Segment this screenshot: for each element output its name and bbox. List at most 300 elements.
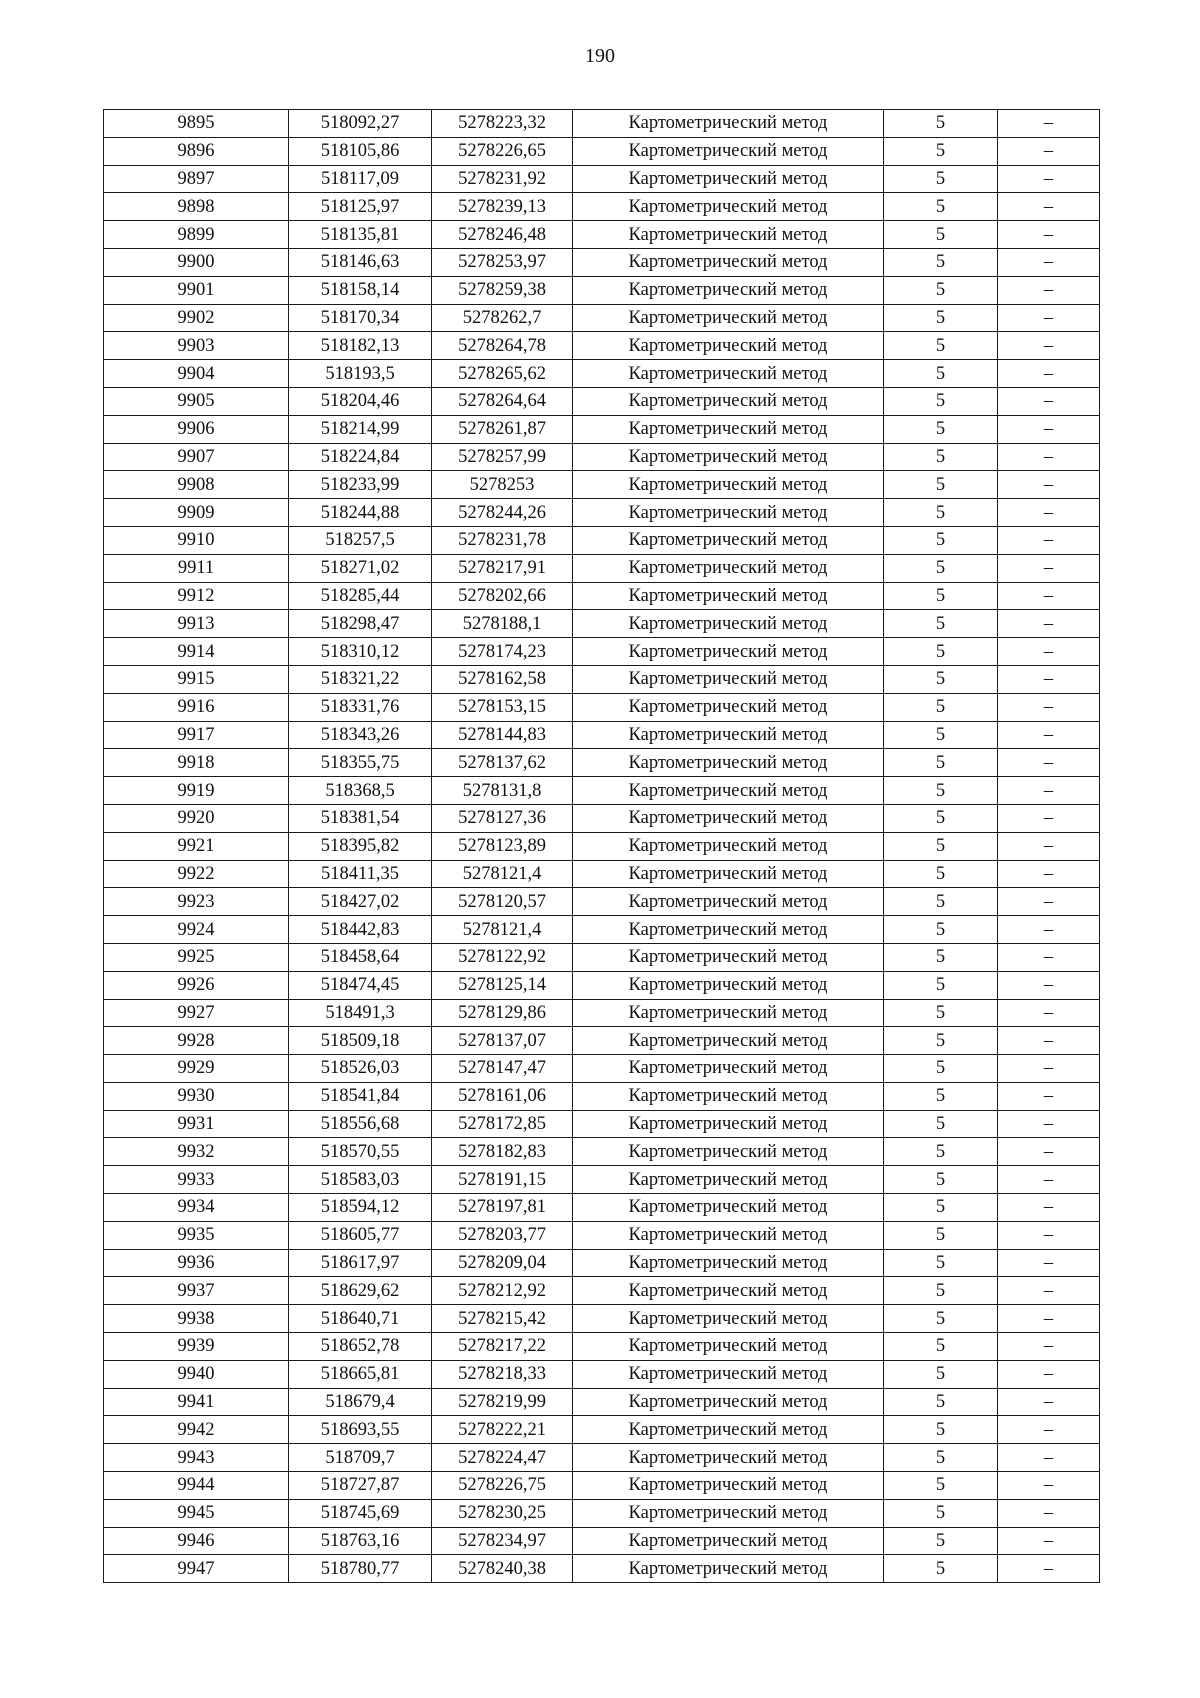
description-cell: – [998,304,1100,332]
y-coordinate-cell: 5278203,77 [432,1221,573,1249]
table-row [104,221,1100,249]
method-cell: Картометрический метод [573,1499,884,1527]
x-coordinate-cell: 518182,13 [289,332,432,360]
accuracy-cell: 5 [884,1138,998,1166]
y-coordinate-cell: 5278231,78 [432,526,573,554]
table-row [104,1305,1100,1333]
y-coordinate-cell: 5278197,81 [432,1194,573,1222]
description-cell: – [998,165,1100,193]
description-cell: – [998,387,1100,415]
x-coordinate-cell: 518355,75 [289,749,432,777]
y-coordinate-cell: 5278253 [432,471,573,499]
point-number-cell: 9938 [104,1305,289,1333]
method-cell: Картометрический метод [573,1333,884,1361]
x-coordinate-cell: 518679,4 [289,1388,432,1416]
description-cell: – [998,1472,1100,1500]
table-row [104,832,1100,860]
table-row [104,1166,1100,1194]
x-coordinate-cell: 518321,22 [289,665,432,693]
point-number-cell: 9896 [104,137,289,165]
y-coordinate-cell: 5278257,99 [432,443,573,471]
point-number-cell: 9897 [104,165,289,193]
method-cell: Картометрический метод [573,1444,884,1472]
method-cell: Картометрический метод [573,1082,884,1110]
description-cell: – [998,1388,1100,1416]
accuracy-cell: 5 [884,582,998,610]
point-number-cell: 9931 [104,1110,289,1138]
x-coordinate-cell: 518271,02 [289,554,432,582]
y-coordinate-cell: 5278264,78 [432,332,573,360]
accuracy-cell: 5 [884,387,998,415]
method-cell: Картометрический метод [573,1360,884,1388]
x-coordinate-cell: 518257,5 [289,526,432,554]
method-cell: Картометрический метод [573,1555,884,1583]
description-cell: – [998,888,1100,916]
x-coordinate-cell: 518427,02 [289,888,432,916]
accuracy-cell: 5 [884,1166,998,1194]
coordinates-table-body [104,110,1100,1583]
table-row [104,1221,1100,1249]
description-cell: – [998,193,1100,221]
accuracy-cell: 5 [884,1388,998,1416]
y-coordinate-cell: 5278215,42 [432,1305,573,1333]
point-number-cell: 9902 [104,304,289,332]
accuracy-cell: 5 [884,971,998,999]
description-cell: – [998,1166,1100,1194]
description-cell: – [998,360,1100,388]
x-coordinate-cell: 518298,47 [289,610,432,638]
x-coordinate-cell: 518331,76 [289,693,432,721]
accuracy-cell: 5 [884,832,998,860]
table-row [104,1388,1100,1416]
y-coordinate-cell: 5278219,99 [432,1388,573,1416]
method-cell: Картометрический метод [573,1221,884,1249]
description-cell: – [998,916,1100,944]
method-cell: Картометрический метод [573,916,884,944]
method-cell: Картометрический метод [573,304,884,332]
point-number-cell: 9942 [104,1416,289,1444]
y-coordinate-cell: 5278264,64 [432,387,573,415]
method-cell: Картометрический метод [573,443,884,471]
point-number-cell: 9935 [104,1221,289,1249]
x-coordinate-cell: 518411,35 [289,860,432,888]
accuracy-cell: 5 [884,749,998,777]
accuracy-cell: 5 [884,1472,998,1500]
description-cell: – [998,971,1100,999]
y-coordinate-cell: 5278174,23 [432,638,573,666]
description-cell: – [998,1416,1100,1444]
description-cell: – [998,777,1100,805]
table-row [104,526,1100,554]
y-coordinate-cell: 5278239,13 [432,193,573,221]
y-coordinate-cell: 5278217,22 [432,1333,573,1361]
x-coordinate-cell: 518605,77 [289,1221,432,1249]
method-cell: Картометрический метод [573,471,884,499]
description-cell: – [998,554,1100,582]
y-coordinate-cell: 5278217,91 [432,554,573,582]
y-coordinate-cell: 5278125,14 [432,971,573,999]
x-coordinate-cell: 518665,81 [289,1360,432,1388]
accuracy-cell: 5 [884,665,998,693]
y-coordinate-cell: 5278244,26 [432,499,573,527]
method-cell: Картометрический метод [573,610,884,638]
y-coordinate-cell: 5278172,85 [432,1110,573,1138]
method-cell: Картометрический метод [573,888,884,916]
table-row [104,749,1100,777]
x-coordinate-cell: 518442,83 [289,916,432,944]
description-cell: – [998,1055,1100,1083]
table-row [104,582,1100,610]
method-cell: Картометрический метод [573,665,884,693]
point-number-cell: 9915 [104,665,289,693]
accuracy-cell: 5 [884,1221,998,1249]
description-cell: – [998,1277,1100,1305]
method-cell: Картометрический метод [573,1305,884,1333]
description-cell: – [998,1221,1100,1249]
description-cell: – [998,1138,1100,1166]
table-row [104,1360,1100,1388]
method-cell: Картометрический метод [573,193,884,221]
table-row [104,499,1100,527]
x-coordinate-cell: 518594,12 [289,1194,432,1222]
table-row [104,415,1100,443]
description-cell: – [998,1027,1100,1055]
y-coordinate-cell: 5278182,83 [432,1138,573,1166]
method-cell: Картометрический метод [573,248,884,276]
x-coordinate-cell: 518617,97 [289,1249,432,1277]
table-row [104,1333,1100,1361]
x-coordinate-cell: 518105,86 [289,137,432,165]
y-coordinate-cell: 5278259,38 [432,276,573,304]
accuracy-cell: 5 [884,638,998,666]
description-cell: – [998,1527,1100,1555]
description-cell: – [998,860,1100,888]
x-coordinate-cell: 518310,12 [289,638,432,666]
point-number-cell: 9912 [104,582,289,610]
point-number-cell: 9914 [104,638,289,666]
x-coordinate-cell: 518509,18 [289,1027,432,1055]
table-row [104,943,1100,971]
method-cell: Картометрический метод [573,860,884,888]
y-coordinate-cell: 5278226,75 [432,1472,573,1500]
table-row [104,276,1100,304]
method-cell: Картометрический метод [573,693,884,721]
point-number-cell: 9910 [104,526,289,554]
point-number-cell: 9933 [104,1166,289,1194]
x-coordinate-cell: 518244,88 [289,499,432,527]
y-coordinate-cell: 5278137,07 [432,1027,573,1055]
description-cell: – [998,1360,1100,1388]
accuracy-cell: 5 [884,1499,998,1527]
accuracy-cell: 5 [884,554,998,582]
table-row [104,248,1100,276]
x-coordinate-cell: 518556,68 [289,1110,432,1138]
x-coordinate-cell: 518343,26 [289,721,432,749]
table-row [104,471,1100,499]
description-cell: – [998,1444,1100,1472]
table-row [104,360,1100,388]
y-coordinate-cell: 5278262,7 [432,304,573,332]
point-number-cell: 9925 [104,943,289,971]
x-coordinate-cell: 518204,46 [289,387,432,415]
table-row [104,1138,1100,1166]
x-coordinate-cell: 518381,54 [289,804,432,832]
y-coordinate-cell: 5278153,15 [432,693,573,721]
accuracy-cell: 5 [884,610,998,638]
table-row [104,110,1100,138]
accuracy-cell: 5 [884,1110,998,1138]
method-cell: Картометрический метод [573,110,884,138]
table-row [104,137,1100,165]
x-coordinate-cell: 518193,5 [289,360,432,388]
point-number-cell: 9900 [104,248,289,276]
method-cell: Картометрический метод [573,360,884,388]
y-coordinate-cell: 5278120,57 [432,888,573,916]
accuracy-cell: 5 [884,1055,998,1083]
x-coordinate-cell: 518583,03 [289,1166,432,1194]
point-number-cell: 9901 [104,276,289,304]
point-number-cell: 9936 [104,1249,289,1277]
y-coordinate-cell: 5278240,38 [432,1555,573,1583]
y-coordinate-cell: 5278121,4 [432,916,573,944]
x-coordinate-cell: 518640,71 [289,1305,432,1333]
x-coordinate-cell: 518541,84 [289,1082,432,1110]
accuracy-cell: 5 [884,1277,998,1305]
point-number-cell: 9907 [104,443,289,471]
description-cell: – [998,1499,1100,1527]
y-coordinate-cell: 5278129,86 [432,999,573,1027]
y-coordinate-cell: 5278230,25 [432,1499,573,1527]
table-row [104,1110,1100,1138]
point-number-cell: 9934 [104,1194,289,1222]
y-coordinate-cell: 5278218,33 [432,1360,573,1388]
method-cell: Картометрический метод [573,1027,884,1055]
table-row [104,193,1100,221]
point-number-cell: 9918 [104,749,289,777]
accuracy-cell: 5 [884,137,998,165]
method-cell: Картометрический метод [573,638,884,666]
method-cell: Картометрический метод [573,749,884,777]
table-row [104,777,1100,805]
description-cell: – [998,1194,1100,1222]
method-cell: Картометрический метод [573,387,884,415]
description-cell: – [998,1082,1100,1110]
accuracy-cell: 5 [884,415,998,443]
accuracy-cell: 5 [884,248,998,276]
point-number-cell: 9903 [104,332,289,360]
description-cell: – [998,804,1100,832]
y-coordinate-cell: 5278212,92 [432,1277,573,1305]
method-cell: Картометрический метод [573,1388,884,1416]
description-cell: – [998,610,1100,638]
y-coordinate-cell: 5278226,65 [432,137,573,165]
accuracy-cell: 5 [884,276,998,304]
description-cell: – [998,721,1100,749]
accuracy-cell: 5 [884,1027,998,1055]
description-cell: – [998,749,1100,777]
method-cell: Картометрический метод [573,332,884,360]
x-coordinate-cell: 518224,84 [289,443,432,471]
description-cell: – [998,1249,1100,1277]
accuracy-cell: 5 [884,1194,998,1222]
method-cell: Картометрический метод [573,1194,884,1222]
point-number-cell: 9899 [104,221,289,249]
description-cell: – [998,638,1100,666]
x-coordinate-cell: 518092,27 [289,110,432,138]
table-row [104,860,1100,888]
y-coordinate-cell: 5278209,04 [432,1249,573,1277]
description-cell: – [998,248,1100,276]
x-coordinate-cell: 518526,03 [289,1055,432,1083]
accuracy-cell: 5 [884,777,998,805]
accuracy-cell: 5 [884,110,998,138]
accuracy-cell: 5 [884,916,998,944]
method-cell: Картометрический метод [573,1110,884,1138]
y-coordinate-cell: 5278161,06 [432,1082,573,1110]
accuracy-cell: 5 [884,193,998,221]
point-number-cell: 9920 [104,804,289,832]
point-number-cell: 9917 [104,721,289,749]
point-number-cell: 9937 [104,1277,289,1305]
point-number-cell: 9905 [104,387,289,415]
method-cell: Картометрический метод [573,1249,884,1277]
accuracy-cell: 5 [884,1527,998,1555]
accuracy-cell: 5 [884,221,998,249]
y-coordinate-cell: 5278224,47 [432,1444,573,1472]
accuracy-cell: 5 [884,471,998,499]
point-number-cell: 9921 [104,832,289,860]
point-number-cell: 9943 [104,1444,289,1472]
description-cell: – [998,943,1100,971]
point-number-cell: 9932 [104,1138,289,1166]
accuracy-cell: 5 [884,888,998,916]
accuracy-cell: 5 [884,1555,998,1583]
point-number-cell: 9945 [104,1499,289,1527]
method-cell: Картометрический метод [573,1472,884,1500]
x-coordinate-cell: 518629,62 [289,1277,432,1305]
description-cell: – [998,1110,1100,1138]
description-cell: – [998,1305,1100,1333]
method-cell: Картометрический метод [573,499,884,527]
accuracy-cell: 5 [884,860,998,888]
table-row [104,1499,1100,1527]
method-cell: Картометрический метод [573,554,884,582]
y-coordinate-cell: 5278223,32 [432,110,573,138]
y-coordinate-cell: 5278147,47 [432,1055,573,1083]
y-coordinate-cell: 5278253,97 [432,248,573,276]
table-row [104,1249,1100,1277]
table-row [104,1277,1100,1305]
y-coordinate-cell: 5278246,48 [432,221,573,249]
table-row [104,638,1100,666]
description-cell: – [998,665,1100,693]
y-coordinate-cell: 5278222,21 [432,1416,573,1444]
x-coordinate-cell: 518146,63 [289,248,432,276]
table-row [104,554,1100,582]
point-number-cell: 9944 [104,1472,289,1500]
x-coordinate-cell: 518158,14 [289,276,432,304]
y-coordinate-cell: 5278122,92 [432,943,573,971]
description-cell: – [998,276,1100,304]
table-row [104,665,1100,693]
point-number-cell: 9927 [104,999,289,1027]
point-number-cell: 9898 [104,193,289,221]
x-coordinate-cell: 518745,69 [289,1499,432,1527]
accuracy-cell: 5 [884,1360,998,1388]
x-coordinate-cell: 518285,44 [289,582,432,610]
accuracy-cell: 5 [884,443,998,471]
x-coordinate-cell: 518368,5 [289,777,432,805]
table-row [104,1055,1100,1083]
method-cell: Картометрический метод [573,777,884,805]
table-row [104,999,1100,1027]
y-coordinate-cell: 5278123,89 [432,832,573,860]
x-coordinate-cell: 518652,78 [289,1333,432,1361]
table-row [104,804,1100,832]
method-cell: Картометрический метод [573,582,884,610]
table-row [104,1416,1100,1444]
accuracy-cell: 5 [884,721,998,749]
y-coordinate-cell: 5278121,4 [432,860,573,888]
method-cell: Картометрический метод [573,1138,884,1166]
accuracy-cell: 5 [884,693,998,721]
point-number-cell: 9947 [104,1555,289,1583]
method-cell: Картометрический метод [573,804,884,832]
accuracy-cell: 5 [884,943,998,971]
y-coordinate-cell: 5278261,87 [432,415,573,443]
point-number-cell: 9928 [104,1027,289,1055]
table-row [104,304,1100,332]
table-row [104,387,1100,415]
description-cell: – [998,499,1100,527]
x-coordinate-cell: 518491,3 [289,999,432,1027]
y-coordinate-cell: 5278162,58 [432,665,573,693]
table-row [104,165,1100,193]
point-number-cell: 9916 [104,693,289,721]
method-cell: Картометрический метод [573,1166,884,1194]
page-number: 190 [585,45,615,67]
accuracy-cell: 5 [884,304,998,332]
x-coordinate-cell: 518763,16 [289,1527,432,1555]
method-cell: Картометрический метод [573,721,884,749]
accuracy-cell: 5 [884,804,998,832]
accuracy-cell: 5 [884,1444,998,1472]
description-cell: – [998,137,1100,165]
y-coordinate-cell: 5278188,1 [432,610,573,638]
table-row [104,888,1100,916]
x-coordinate-cell: 518458,64 [289,943,432,971]
point-number-cell: 9940 [104,1360,289,1388]
y-coordinate-cell: 5278265,62 [432,360,573,388]
method-cell: Картометрический метод [573,221,884,249]
method-cell: Картометрический метод [573,1277,884,1305]
x-coordinate-cell: 518214,99 [289,415,432,443]
y-coordinate-cell: 5278231,92 [432,165,573,193]
method-cell: Картометрический метод [573,526,884,554]
description-cell: – [998,693,1100,721]
method-cell: Картометрический метод [573,1527,884,1555]
table-row [104,332,1100,360]
y-coordinate-cell: 5278191,15 [432,1166,573,1194]
point-number-cell: 9939 [104,1333,289,1361]
point-number-cell: 9941 [104,1388,289,1416]
x-coordinate-cell: 518474,45 [289,971,432,999]
accuracy-cell: 5 [884,1416,998,1444]
table-row [104,443,1100,471]
method-cell: Картометрический метод [573,943,884,971]
point-number-cell: 9930 [104,1082,289,1110]
y-coordinate-cell: 5278234,97 [432,1527,573,1555]
